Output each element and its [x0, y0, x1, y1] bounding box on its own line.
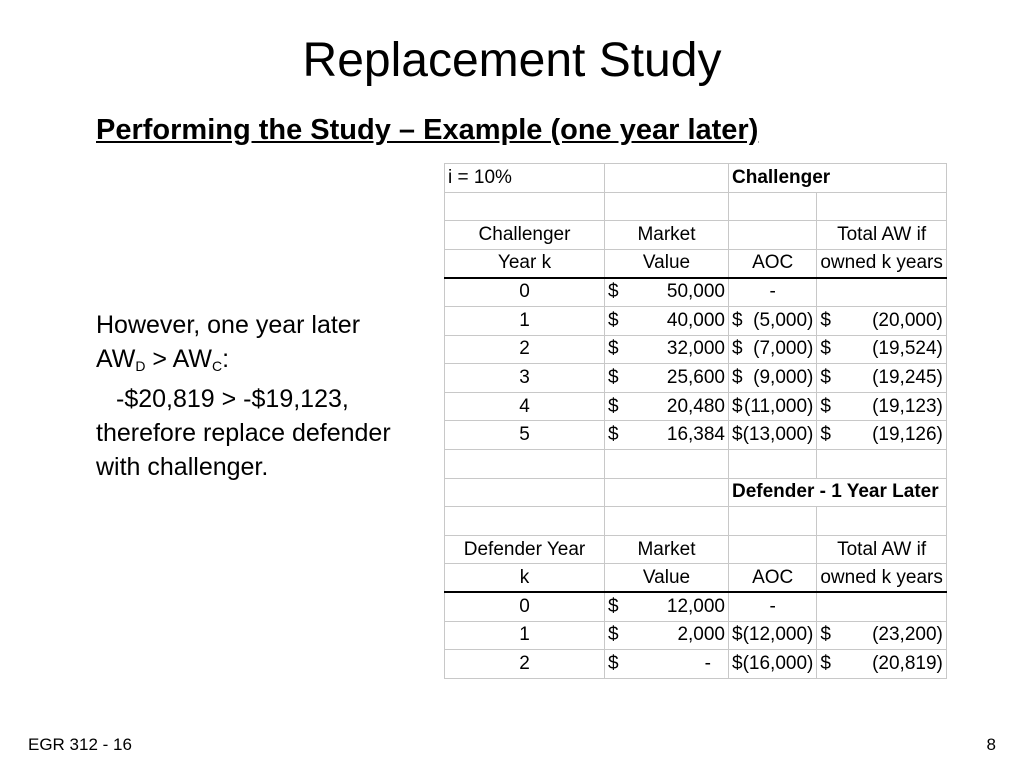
table-row: [445, 421, 947, 450]
aoc-cell: -: [729, 592, 817, 621]
currency-symbol: $: [820, 652, 831, 674]
year-cell: 2: [445, 335, 605, 364]
aoc-cell: [729, 364, 817, 393]
currency-symbol: $: [732, 424, 743, 446]
amount: (11,000): [744, 395, 814, 417]
header-year-2: Year k: [445, 249, 605, 278]
table-row: [445, 621, 947, 650]
currency-symbol: $: [608, 652, 619, 674]
subscript-d: D: [135, 358, 146, 374]
explanation-paragraph-2: [96, 382, 416, 484]
amount: 32,000: [666, 338, 725, 360]
amount: 25,600: [666, 366, 725, 388]
challenger-header-row-1: [445, 221, 947, 250]
empty-cell: [445, 507, 605, 536]
empty-cell: [605, 164, 729, 193]
amount: (16,000): [742, 652, 814, 674]
header-market: Market: [605, 221, 729, 250]
amount: 50,000: [666, 281, 725, 303]
aw-label-d: AW: [96, 345, 136, 373]
market-value-cell: [605, 650, 729, 679]
amount: (7,000): [753, 338, 814, 360]
currency-symbol: $: [820, 395, 831, 417]
defender-header-spacer: [445, 507, 947, 536]
aoc-cell: [729, 335, 817, 364]
amount: (19,245): [872, 366, 943, 388]
header-year: Defender Year: [445, 535, 605, 564]
defender-section-title: Defender - 1 Year Later: [729, 478, 947, 507]
challenger-section-title: Challenger: [729, 164, 947, 193]
year-cell: 3: [445, 364, 605, 393]
table-row: [445, 364, 947, 393]
amount: (19,126): [872, 424, 943, 446]
amount: 20,480: [666, 395, 725, 417]
year-cell: 5: [445, 421, 605, 450]
empty-cell: [605, 507, 729, 536]
empty-cell: [445, 192, 605, 221]
empty-cell: [729, 507, 817, 536]
empty-cell: [817, 507, 947, 536]
explanation-line-1: However, one year later: [96, 311, 361, 339]
explanation-paragraph-1: [96, 308, 416, 376]
course-footer: EGR 312 - 16: [28, 735, 132, 754]
header-market-2: Value: [605, 249, 729, 278]
currency-symbol: $: [608, 395, 619, 417]
table-row: [445, 278, 947, 307]
aoc-cell: [729, 650, 817, 679]
blank-row: [445, 449, 947, 478]
replacement-study-table: [444, 163, 947, 679]
header-market: Market: [605, 535, 729, 564]
currency-symbol: $: [732, 309, 743, 331]
currency-symbol: $: [608, 595, 619, 617]
currency-symbol: $: [732, 366, 743, 388]
currency-symbol: $: [820, 309, 831, 331]
explanation-conclusion: -$20,819 > -$19,123, therefore replace defender with challenger.: [96, 385, 391, 481]
empty-cell: [817, 449, 947, 478]
table-row: [445, 592, 947, 621]
header-market-2: Value: [605, 564, 729, 593]
aw-cell: [817, 335, 947, 364]
table-row: [445, 650, 947, 679]
empty-cell: [729, 449, 817, 478]
currency-symbol: $: [608, 338, 619, 360]
empty-cell: [729, 535, 817, 564]
currency-symbol: $: [820, 624, 831, 646]
currency-symbol: $: [608, 366, 619, 388]
page-number: 8: [986, 735, 996, 754]
colon: :: [222, 345, 230, 373]
market-value-cell: [605, 392, 729, 421]
year-cell: 4: [445, 392, 605, 421]
aw-cell: [817, 621, 947, 650]
empty-cell: [605, 449, 729, 478]
currency-symbol: $: [732, 652, 743, 674]
header-aw: Total AW if: [817, 535, 947, 564]
year-cell: 1: [445, 306, 605, 335]
aoc-cell: [729, 621, 817, 650]
aw-cell: [817, 650, 947, 679]
market-value-cell: [605, 621, 729, 650]
header-aoc: AOC: [729, 564, 817, 593]
market-value-cell: [605, 306, 729, 335]
empty-cell: [729, 192, 817, 221]
market-value-cell: [605, 592, 729, 621]
aoc-cell: -: [729, 278, 817, 307]
currency-symbol: $: [732, 338, 743, 360]
market-value-cell: [605, 335, 729, 364]
amount: (20,000): [872, 309, 943, 331]
currency-symbol: $: [732, 624, 743, 646]
header-year-2: k: [445, 564, 605, 593]
interest-rate-cell: i = 10%: [445, 164, 605, 193]
empty-cell: [605, 478, 729, 507]
currency-symbol: $: [820, 424, 831, 446]
amount: 16,384: [666, 424, 725, 446]
market-value-cell: [605, 278, 729, 307]
defender-header-row-1: [445, 535, 947, 564]
aoc-cell: [729, 421, 817, 450]
currency-symbol: $: [820, 366, 831, 388]
header-aw: Total AW if: [817, 221, 947, 250]
empty-cell: [729, 221, 817, 250]
market-value-cell: [605, 421, 729, 450]
amount: (19,524): [872, 338, 943, 360]
aoc-cell: [729, 306, 817, 335]
year-cell: 0: [445, 592, 605, 621]
header-aoc: AOC: [729, 249, 817, 278]
subscript-c: C: [211, 358, 223, 374]
currency-symbol: $: [732, 395, 743, 417]
amount: (20,819): [872, 652, 943, 674]
aoc-cell: [729, 392, 817, 421]
amount: (9,000): [753, 366, 814, 388]
empty-cell: [445, 478, 605, 507]
table-row: [445, 335, 947, 364]
amount: 12,000: [666, 595, 725, 617]
currency-symbol: $: [608, 281, 619, 303]
slide-title: Replacement Study: [302, 34, 722, 87]
currency-symbol: $: [608, 424, 619, 446]
amount: (5,000): [753, 309, 814, 331]
amount: (12,000): [742, 624, 814, 646]
year-cell: 1: [445, 621, 605, 650]
market-value-cell: [605, 364, 729, 393]
amount: 40,000: [666, 309, 725, 331]
header-aw-2: owned k years: [817, 249, 947, 278]
explanation-text: [96, 308, 416, 484]
challenger-header-row-2: [445, 249, 947, 278]
aw-label-c: > AW: [145, 345, 212, 373]
currency-symbol: $: [608, 624, 619, 646]
empty-cell: [605, 192, 729, 221]
table-row: [445, 306, 947, 335]
currency-symbol: $: [820, 338, 831, 360]
amount: (13,000): [742, 424, 814, 446]
table-row: [445, 392, 947, 421]
year-cell: 0: [445, 278, 605, 307]
empty-cell: [445, 449, 605, 478]
aw-cell: [817, 592, 947, 621]
amount: (23,200): [872, 624, 943, 646]
empty-cell: [817, 192, 947, 221]
year-cell: 2: [445, 650, 605, 679]
slide-subtitle: Performing the Study – Example (one year later): [96, 114, 759, 146]
aw-cell: [817, 364, 947, 393]
header-year: Challenger: [445, 221, 605, 250]
currency-symbol: $: [608, 309, 619, 331]
defender-header-row-2: [445, 564, 947, 593]
amount: (19,123): [872, 395, 943, 417]
challenger-header-spacer: [445, 192, 947, 221]
aw-cell: [817, 392, 947, 421]
aw-cell: [817, 306, 947, 335]
aw-cell: [817, 278, 947, 307]
aw-cell: [817, 421, 947, 450]
header-aw-2: owned k years: [817, 564, 947, 593]
amount: 2,000: [677, 624, 725, 646]
amount: -: [704, 652, 711, 674]
